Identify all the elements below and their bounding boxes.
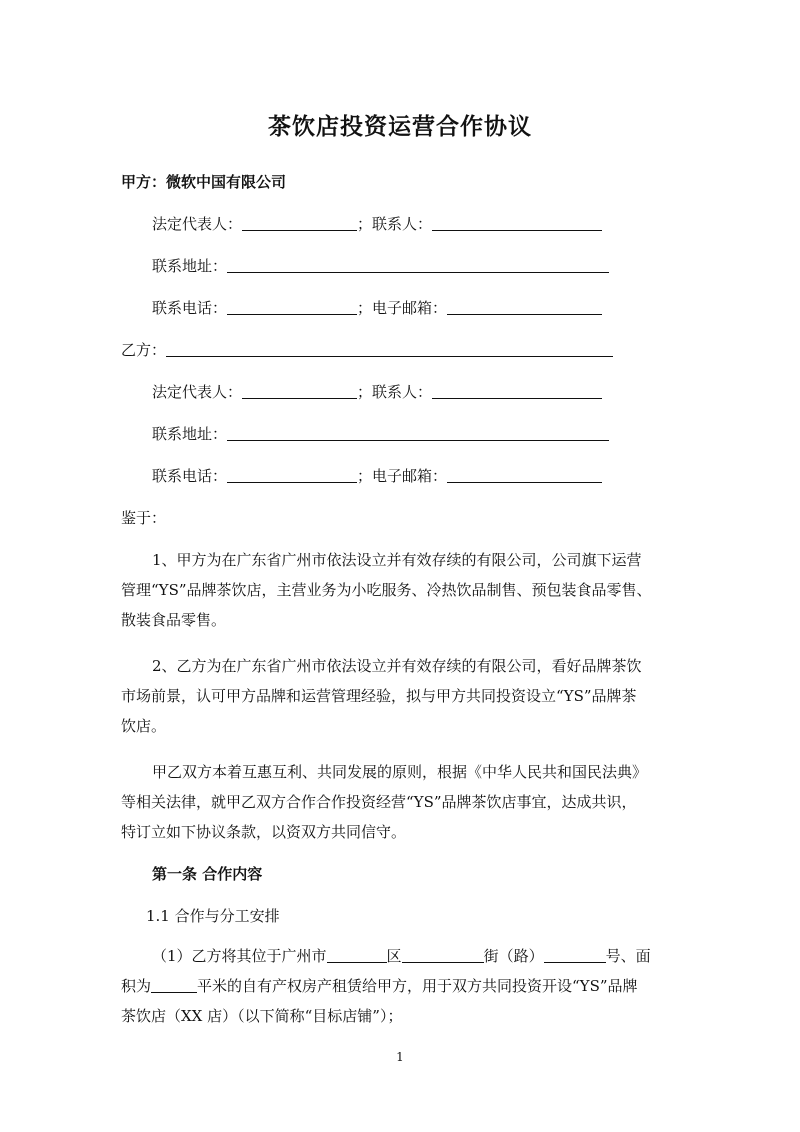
article1-subheading: 1.1 合作与分工安排: [146, 907, 280, 925]
item1-text-1: （1）乙方将其位于广州市: [152, 947, 327, 965]
article1-item1-line2: [121, 976, 638, 996]
whereas-p2-line2: 市场前景，认可甲方品牌和运营管理经验，拟与甲方共同投资设立“YS”品牌茶: [121, 687, 637, 705]
number-blank[interactable]: [544, 947, 606, 963]
item1-line2-text-2: 平米的自有产权房产租赁给甲方，用于双方共同投资开设“YS”品牌: [197, 977, 638, 995]
party-a-email-blank[interactable]: [447, 299, 602, 315]
party-b-contact-blank[interactable]: [432, 383, 602, 399]
article1-heading: 第一条 合作内容: [152, 865, 263, 883]
whereas-p1-line3: 散装食品零售。: [121, 611, 227, 629]
district-blank[interactable]: [327, 947, 387, 963]
party-b-address-row: [152, 424, 609, 444]
party-b-email-label: ；电子邮箱：: [357, 467, 448, 485]
party-b-legal-rep-label: 法定代表人：: [152, 383, 243, 401]
page-number: 1: [396, 1050, 404, 1064]
page-title: 茶饮店投资运营合作协议: [268, 114, 532, 140]
party-a-label: 甲方：: [121, 173, 167, 191]
party-a-phone-blank[interactable]: [227, 299, 357, 315]
party-a-contact-blank[interactable]: [432, 215, 602, 231]
party-a-phone-label: 联系电话：: [152, 299, 228, 317]
party-b-address-label: 联系地址：: [152, 425, 228, 443]
party-b-name-blank[interactable]: [166, 341, 613, 357]
party-a-heading: [121, 172, 286, 192]
party-a-email-label: ；电子邮箱：: [357, 299, 448, 317]
whereas-p1-line1: 1、甲方为在广东省广州市依法设立并有效存续的有限公司，公司旗下运营: [152, 551, 642, 569]
party-b-label: 乙方：: [121, 341, 167, 359]
article1-item1-line1: [152, 946, 651, 966]
party-a-address-label: 联系地址：: [152, 257, 228, 275]
party-b-email-blank[interactable]: [447, 467, 602, 483]
whereas-p2-line1: 2、乙方为在广东省广州市依法设立并有效存续的有限公司，看好品牌茶饮: [152, 657, 642, 675]
party-b-legal-rep-blank[interactable]: [242, 383, 357, 399]
item1-text-4: 号、面: [605, 947, 651, 965]
party-a-legal-rep-row: [152, 214, 602, 234]
whereas-label: 鉴于：: [121, 509, 167, 527]
party-a-name: 微软中国有限公司: [166, 173, 287, 191]
article1-item1-line3: 茶饮店（XX 店）（以下简称“目标店铺”）；: [121, 1007, 403, 1025]
item1-text-3: 街（路）: [483, 947, 544, 965]
party-a-phone-row: [152, 298, 602, 318]
party-a-legal-rep-blank[interactable]: [242, 215, 357, 231]
whereas-p3-line3: 特订立如下协议条款，以资双方共同信守。: [121, 823, 407, 841]
party-b-phone-label: 联系电话：: [152, 467, 228, 485]
party-b-contact-label: ；联系人：: [357, 383, 433, 401]
party-b-phone-row: [152, 466, 602, 486]
party-a-address-blank[interactable]: [227, 257, 609, 273]
item1-text-2: 区: [386, 947, 402, 965]
whereas-p3-line2: 等相关法律，就甲乙双方合作合作投资经营“YS”品牌茶饮店事宜，达成共识，: [121, 793, 637, 811]
whereas-p3-line1: 甲乙双方本着互惠互利、共同发展的原则，根据《中华人民共和国民法典》: [152, 763, 648, 781]
area-blank[interactable]: [151, 977, 197, 993]
party-b-legal-rep-row: [152, 382, 602, 402]
party-a-address-row: [152, 256, 609, 276]
party-a-contact-label: ；联系人：: [357, 215, 433, 233]
party-a-legal-rep-label: 法定代表人：: [152, 215, 243, 233]
whereas-p2-line3: 饮店。: [121, 717, 167, 735]
street-blank[interactable]: [402, 947, 484, 963]
party-b-address-blank[interactable]: [227, 425, 609, 441]
party-b-phone-blank[interactable]: [227, 467, 357, 483]
item1-line2-text-1: 积为: [121, 977, 152, 995]
whereas-p1-line2: 管理“YS”品牌茶饮店，主营业务为小吃服务、冷热饮品制售、预包装食品零售、: [121, 581, 652, 599]
party-b-heading: [121, 340, 613, 360]
